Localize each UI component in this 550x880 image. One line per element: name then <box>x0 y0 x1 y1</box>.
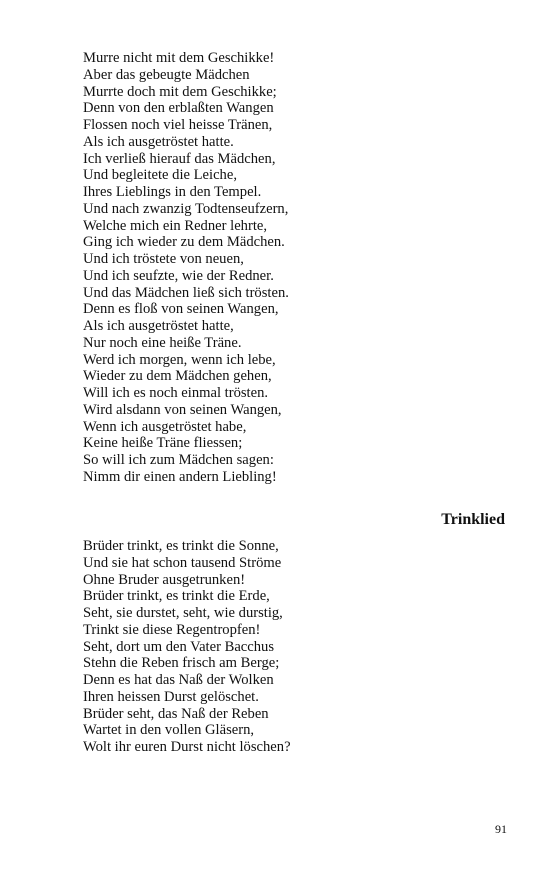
poem-line: Und sie hat schon tausend Ströme <box>83 554 282 571</box>
poem-trinklied <box>83 538 291 756</box>
poem-line: Murrte doch mit dem Geschikke; <box>83 83 277 100</box>
poem-line: Und begleitete die Leiche, <box>83 167 237 184</box>
poem-line: Und ich tröstete von neuen, <box>83 251 244 267</box>
poem-line: Brüder trinkt, es trinkt die Sonne, <box>83 538 279 554</box>
poem-line: Ging ich wieder zu dem Mädchen. <box>83 234 285 251</box>
poem-line: Ihres Lieblings in den Tempel. <box>83 184 262 200</box>
poem-line: Als ich ausgetröstet hatte. <box>83 133 234 150</box>
poem-line: Welche mich ein Redner lehrte, <box>83 217 268 234</box>
poem-line: Ihren heissen Durst gelöschet. <box>83 688 259 705</box>
poem-line: Nimm dir einen andern Liebling! <box>83 468 277 485</box>
poem-line: Seht, sie durstet, seht, wie durstig, <box>83 605 283 621</box>
poem-line: Keine heiße Träne fliessen; <box>83 435 243 452</box>
poem-continuation <box>83 50 289 486</box>
poem-line: So will ich zum Mädchen sagen: <box>83 452 274 468</box>
poem-line: Nur noch eine heiße Träne. <box>83 334 242 351</box>
poem-line: Wieder zu dem Mädchen gehen, <box>83 368 272 385</box>
poem-line: Wartet in den vollen Gläsern, <box>83 722 255 739</box>
poem-line: Und nach zwanzig Todtenseufzern, <box>83 200 289 217</box>
poem-line: Und ich seufzte, wie der Redner. <box>83 267 274 284</box>
poem-line: Wenn ich ausgetröstet habe, <box>83 418 247 435</box>
poem-line: Aber das gebeugte Mädchen <box>83 66 250 83</box>
poem-line: Flossen noch viel heisse Tränen, <box>83 117 273 133</box>
page-number: 91 <box>495 822 507 836</box>
poem-line: Wolt ihr euren Durst nicht löschen? <box>83 739 291 755</box>
poem-line: Trinkt sie diese Regentropfen! <box>83 621 261 638</box>
poem-title: Trinklied <box>441 511 505 528</box>
poem-line: Ohne Bruder ausgetrunken! <box>83 571 246 588</box>
poem-line: Seht, dort um den Vater Bacchus <box>83 638 275 655</box>
poem-line: Und das Mädchen ließ sich trösten. <box>83 284 289 301</box>
poem-line: Brüder seht, das Naß der Reben <box>83 705 269 722</box>
poem-line: Als ich ausgetröstet hatte, <box>83 318 234 334</box>
poem-line: Denn es floß von seinen Wangen, <box>83 301 279 318</box>
poem-line: Ich verließ hierauf das Mädchen, <box>83 150 276 167</box>
poem-line: Murre nicht mit dem Geschikke! <box>83 50 275 66</box>
poem-line: Brüder trinkt, es trinkt die Erde, <box>83 588 270 605</box>
poem-line: Wird alsdann von seinen Wangen, <box>83 401 282 418</box>
poem-line: Will ich es noch einmal trösten. <box>83 385 269 401</box>
poem-line: Denn von den erblaßten Wangen <box>83 100 274 117</box>
poem-line: Werd ich morgen, wenn ich lebe, <box>83 351 276 368</box>
poem-line: Denn es hat das Naß der Wolken <box>83 672 274 688</box>
poem-line: Stehn die Reben frisch am Berge; <box>83 655 280 672</box>
